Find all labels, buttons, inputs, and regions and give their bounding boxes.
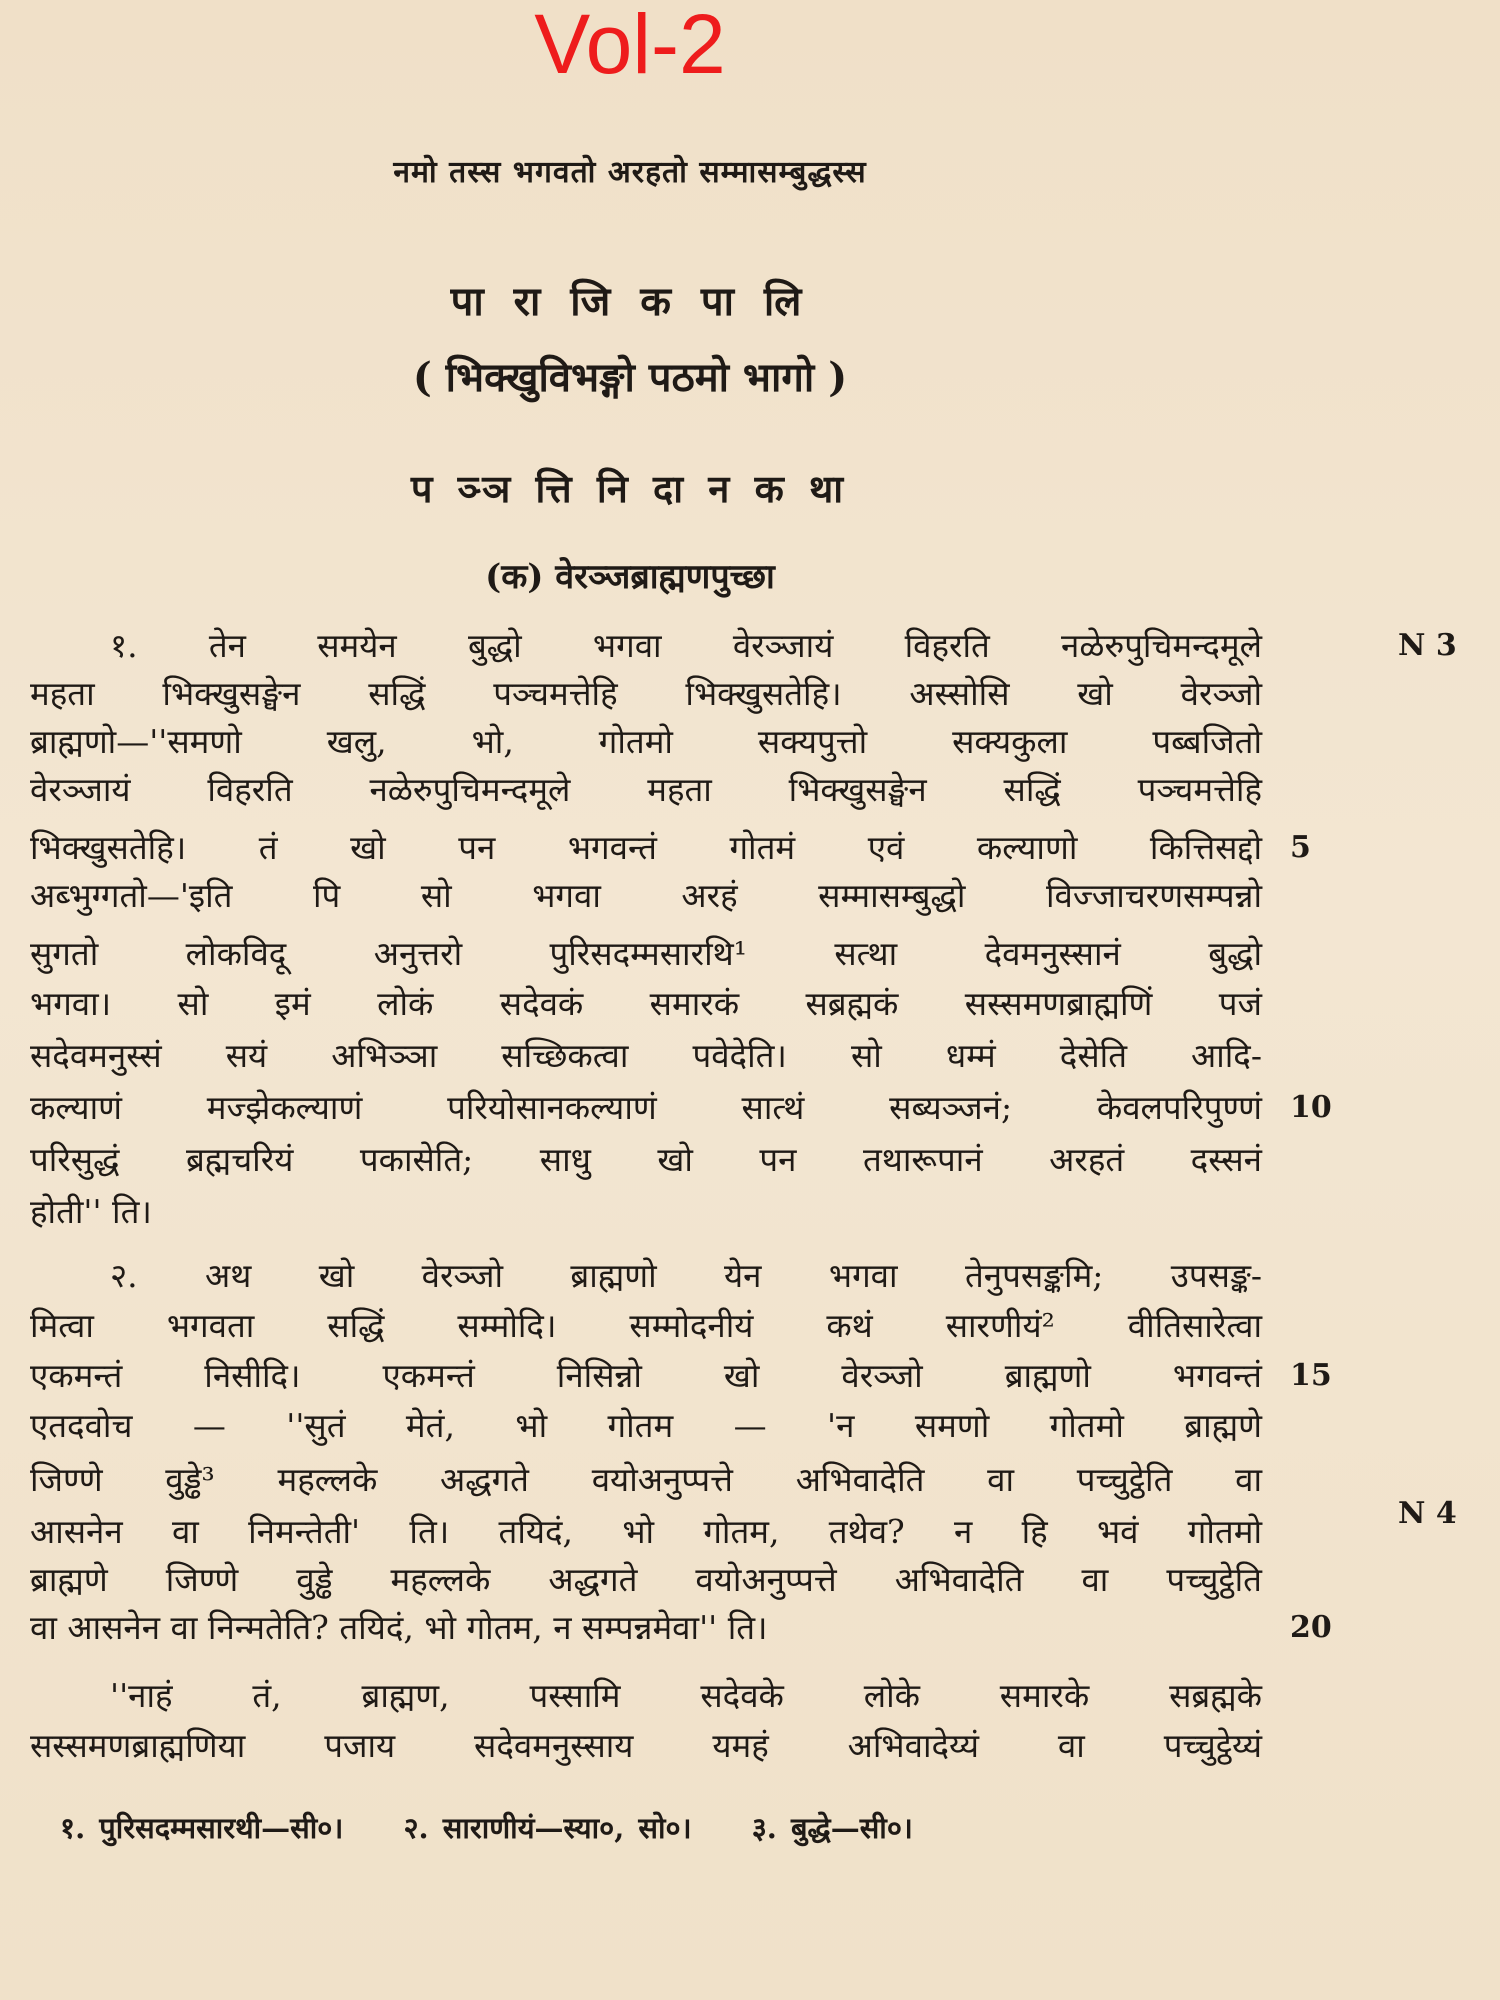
line-number: 10	[1290, 1090, 1332, 1125]
volume-label: Vol-2	[534, 0, 726, 91]
text-line: भगवा। सो इमं लोकं सदेवकं समारकं सब्रह्मकं सस्समणब्राह्मणिं पजं	[30, 984, 1262, 1023]
line-number: 5	[1290, 830, 1311, 865]
footnote: ३. बुद्धे—सी०।	[751, 1811, 913, 1845]
text-line: ब्राह्मणो—''समणो खलु, भो, गोतमो सक्यपुत्तो सक्यकुला पब्बजितो	[30, 722, 1262, 761]
subsection-heading: (क) वेरञ्जब्राह्मणपुच्छा	[485, 557, 775, 597]
text-line: २. अथ खो वेरञ्जो ब्राह्मणो येन भगवा तेनुपसङ्कमि; उपसङ्क-	[110, 1256, 1262, 1295]
text-line: कल्याणं मज्झेकल्याणं परियोसानकल्याणं सात्थं सब्यञ्जनं; केवलपरिपुण्णं	[30, 1088, 1262, 1127]
text-line: सदेवमनुस्सं सयं अभिञ्ञा सच्छिकत्वा पवेदेति। सो धम्मं देसेति आदि-	[30, 1036, 1262, 1075]
text-line: ''नाहं तं, ब्राह्मण, पस्सामि सदेवके लोके समारके सब्रह्मके	[110, 1676, 1262, 1715]
text-line: परिसुद्धं ब्रह्मचरियं पकासेति; साधु खो पन तथारूपानं अरहतं दस्सनं	[30, 1140, 1262, 1179]
text-line: आसनेन वा निमन्तेती' ति। तयिदं, भो गोतम, तथेव? न हि भवं गोतमो	[30, 1512, 1262, 1551]
page-title: पा रा जि क पा लि	[450, 278, 810, 325]
footnotes	[60, 1808, 1260, 1847]
text-line: एकमन्तं निसीदि। एकमन्तं निसिन्नो खो वेरञ्जो ब्राह्मणो भगवन्तं	[30, 1356, 1262, 1395]
text-line: सुगतो लोकविदू अनुत्तरो पुरिसदम्मसारथि¹ सत्था देवमनुस्सानं बुद्धो	[30, 934, 1262, 973]
text-line: मित्वा भगवता सद्धिं सम्मोदि। सम्मोदनीयं कथं सारणीयं² वीतिसारेत्वा	[30, 1306, 1262, 1345]
footnote: २. साराणीयं—स्या०, सो०।	[403, 1811, 692, 1845]
section-heading: प ञ्ञ त्ति नि दा न क था	[410, 466, 850, 511]
footnote: १. पुरिसदम्मसारथी—सी०।	[60, 1811, 344, 1845]
margin-reference: N 4	[1398, 1496, 1457, 1531]
text-line: वेरञ्जायं विहरति नळेरुपुचिमन्दमूले महता भिक्खुसङ्घेन सद्धिं पञ्चमत्तेहि	[30, 770, 1262, 809]
text-line: जिण्णे वुड्ढे³ महल्लके अद्धगते वयोअनुप्पत्ते अभिवादेति वा पच्चुट्ठेति वा	[30, 1460, 1262, 1499]
text-line: एतदवोच — ''सुतं मेतं, भो गोतम — 'न समणो गोतमो ब्राह्मणे	[30, 1406, 1262, 1445]
text-line: भिक्खुसतेहि। तं खो पन भगवन्तं गोतमं एवं कल्याणो कित्तिसद्दो	[30, 828, 1262, 867]
margin-reference: N 3	[1398, 628, 1457, 663]
line-number: 20	[1290, 1610, 1332, 1645]
text-line: वा आसनेन वा निन्मतेति? तयिदं, भो गोतम, न सम्पन्नमेवा'' ति।	[30, 1608, 768, 1647]
text-line: होती'' ति।	[30, 1192, 152, 1231]
text-line: सस्समणब्राह्मणिया पजाय सदेवमनुस्साय यमहं अभिवादेय्यं वा पच्चुट्ठेय्यं	[30, 1726, 1262, 1765]
page-subtitle: ( भिक्खुविभङ्गो पठमो भागो )	[412, 354, 848, 401]
text-line: अब्भुग्गतो—'इति पि सो भगवा अरहं सम्मासम्बुद्धो विज्जाचरणसम्पन्नो	[30, 876, 1262, 915]
line-number: 15	[1290, 1358, 1332, 1393]
text-line: १. तेन समयेन बुद्धो भगवा वेरञ्जायं विहरति नळेरुपुचिमन्दमूले	[110, 626, 1262, 665]
invocation-line: नमो तस्स भगवतो अरहतो सम्मासम्बुद्धस्स	[393, 155, 867, 190]
text-line: महता भिक्खुसङ्घेन सद्धिं पञ्चमत्तेहि भिक्खुसतेहि। अस्सोसि खो वेरञ्जो	[30, 674, 1262, 713]
text-line: ब्राह्मणे जिण्णे वुड्ढे महल्लके अद्धगते वयोअनुप्पत्ते अभिवादेति वा पच्चुट्ठेति	[30, 1560, 1262, 1599]
